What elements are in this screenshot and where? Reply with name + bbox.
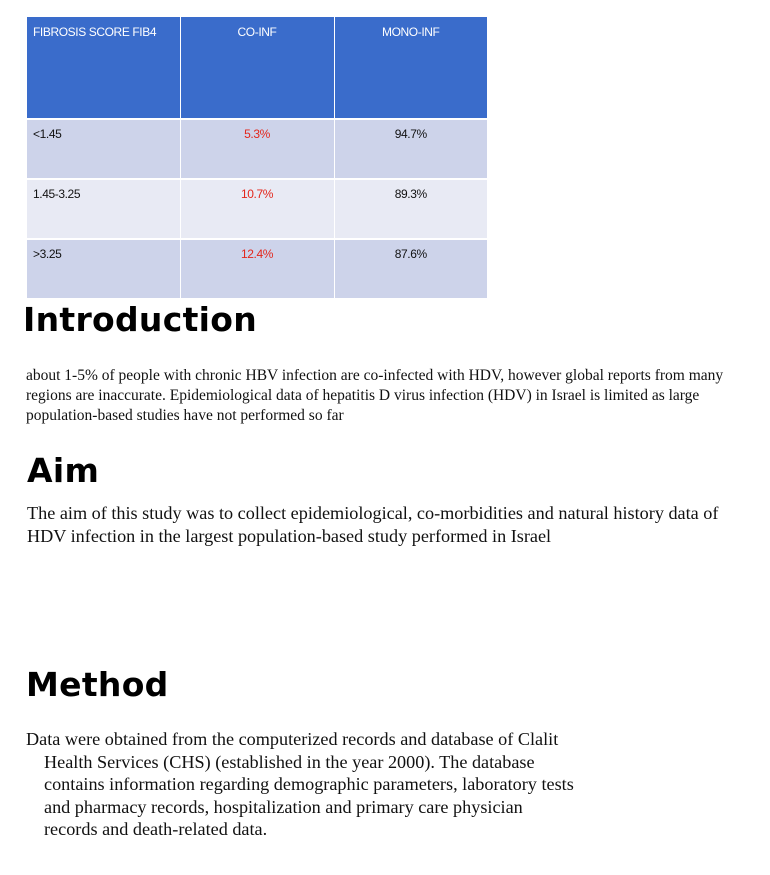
header-co-inf: CO-INF — [180, 17, 334, 119]
co-inf-cell: 12.4% — [180, 239, 334, 299]
score-cell: <1.45 — [27, 119, 180, 179]
method-text: Data were obtained from the computerized records and database of Clalit Health Services (CHS) (established in the year 2000). The database contains information regarding demographic parameters, laboratory tests and pharmacy records, hospitalization and primary care physician records and death-related data. — [26, 729, 574, 840]
aim-heading: Aim — [27, 451, 100, 490]
table-row — [27, 179, 487, 239]
introduction-heading: Introduction — [23, 300, 258, 339]
introduction-text: about 1-5% of people with chronic HBV infection are co-infected with HDV, however global reports from many regions are inaccurate. Epidemiological data of hepatitis D virus infection (HDV) in Israel is limited as large population-based studies have not performed so far — [26, 367, 724, 424]
table-row — [27, 119, 487, 179]
mono-inf-cell: 89.3% — [334, 179, 487, 239]
co-inf-cell: 10.7% — [180, 179, 334, 239]
header-fibrosis-score: FIBROSIS SCORE FIB4 — [27, 17, 180, 119]
table-row — [27, 239, 487, 299]
table-header-row — [27, 17, 487, 119]
fibrosis-table — [27, 17, 487, 300]
method-heading: Method — [26, 665, 169, 704]
header-mono-inf: MONO-INF — [334, 17, 487, 119]
aim-text: The aim of this study was to collect epidemiological, co-morbidities and natural history data of HDV infection in the largest population-based study performed in Israel — [27, 503, 719, 546]
co-inf-cell: 5.3% — [180, 119, 334, 179]
mono-inf-cell: 94.7% — [334, 119, 487, 179]
score-cell: >3.25 — [27, 239, 180, 299]
mono-inf-cell: 87.6% — [334, 239, 487, 299]
score-cell: 1.45-3.25 — [27, 179, 180, 239]
